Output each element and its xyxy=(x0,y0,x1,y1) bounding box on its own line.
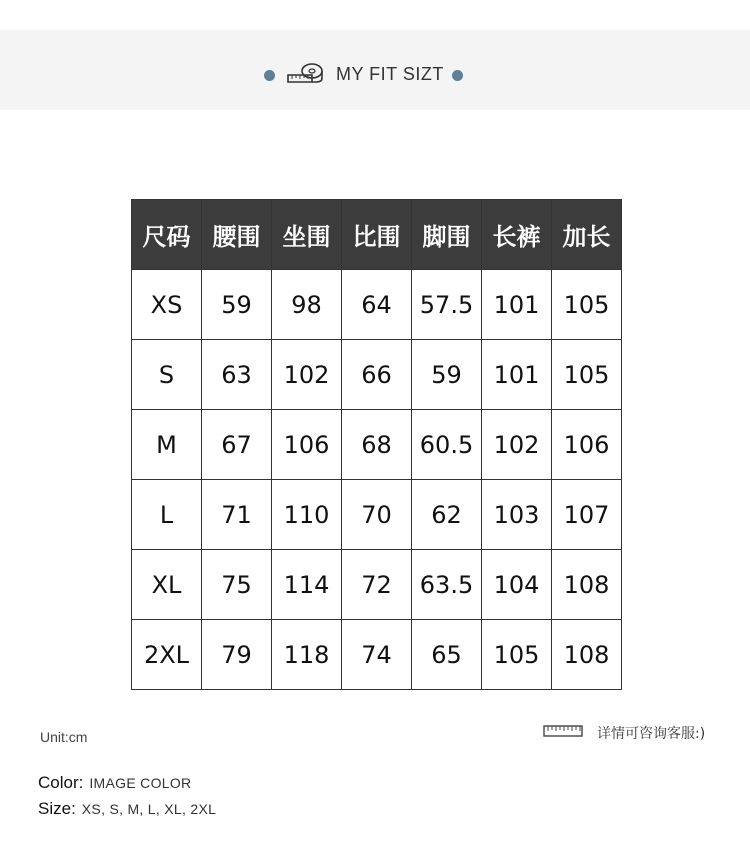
banner-dot-left xyxy=(264,70,275,81)
table-cell: M xyxy=(132,410,202,480)
header-hem: 脚围 xyxy=(412,200,482,270)
table-row xyxy=(132,270,622,340)
table-cell: 107 xyxy=(552,480,622,550)
header-banner xyxy=(0,30,750,110)
table-cell: 79 xyxy=(202,620,272,690)
header-size: 尺码 xyxy=(132,200,202,270)
table-cell: 75 xyxy=(202,550,272,620)
table-header-row xyxy=(132,200,622,270)
table-row xyxy=(132,340,622,410)
banner-title: MY FIT SIZT xyxy=(336,64,444,84)
banner-dot-right xyxy=(452,70,463,81)
color-value: IMAGE COLOR xyxy=(89,775,192,791)
table-cell: 72 xyxy=(342,550,412,620)
table-cell: 103 xyxy=(482,480,552,550)
table-cell: 105 xyxy=(482,620,552,690)
table-cell: 108 xyxy=(552,620,622,690)
color-info xyxy=(38,773,191,793)
table-row xyxy=(132,620,622,690)
table-cell: 63.5 xyxy=(412,550,482,620)
table-cell: 57.5 xyxy=(412,270,482,340)
table-cell: 105 xyxy=(552,270,622,340)
table-cell: 102 xyxy=(482,410,552,480)
header-thigh: 比围 xyxy=(342,200,412,270)
header-hip: 坐围 xyxy=(272,200,342,270)
size-info xyxy=(38,799,216,819)
table-cell: 106 xyxy=(272,410,342,480)
table-cell: XL xyxy=(132,550,202,620)
table-cell: L xyxy=(132,480,202,550)
header-length: 长裤 xyxy=(482,200,552,270)
table-cell: 104 xyxy=(482,550,552,620)
table-cell: 67 xyxy=(202,410,272,480)
table-cell: 70 xyxy=(342,480,412,550)
table-row xyxy=(132,480,622,550)
table-cell: S xyxy=(132,340,202,410)
table-cell: 101 xyxy=(482,340,552,410)
table-cell: 66 xyxy=(342,340,412,410)
table-cell: 118 xyxy=(272,620,342,690)
table-cell: 106 xyxy=(552,410,622,480)
unit-label: Unit:cm xyxy=(40,729,88,745)
table-cell: 71 xyxy=(202,480,272,550)
table-cell: 102 xyxy=(272,340,342,410)
table-cell: 110 xyxy=(272,480,342,550)
table-cell: 98 xyxy=(272,270,342,340)
size-chart-table xyxy=(131,199,622,690)
size-label: Size: xyxy=(38,799,76,818)
header-waist: 腰围 xyxy=(202,200,272,270)
table-cell: 60.5 xyxy=(412,410,482,480)
table-cell: 65 xyxy=(412,620,482,690)
table-cell: 68 xyxy=(342,410,412,480)
table-cell: 105 xyxy=(552,340,622,410)
size-value: XS, S, M, L, XL, 2XL xyxy=(81,801,217,817)
tape-measure-icon xyxy=(286,62,324,84)
color-label: Color: xyxy=(38,773,84,792)
table-cell: 101 xyxy=(482,270,552,340)
table-cell: 62 xyxy=(412,480,482,550)
ruler-icon xyxy=(543,724,583,738)
header-extended-length: 加长 xyxy=(552,200,622,270)
table-cell: 63 xyxy=(202,340,272,410)
table-cell: 2XL xyxy=(132,620,202,690)
table-cell: 59 xyxy=(202,270,272,340)
table-cell: XS xyxy=(132,270,202,340)
table-row xyxy=(132,550,622,620)
table-cell: 74 xyxy=(342,620,412,690)
table-cell: 64 xyxy=(342,270,412,340)
table-cell: 114 xyxy=(272,550,342,620)
table-cell: 108 xyxy=(552,550,622,620)
table-row xyxy=(132,410,622,480)
contact-note: 详情可咨询客服:) xyxy=(597,726,706,742)
table-cell: 59 xyxy=(412,340,482,410)
